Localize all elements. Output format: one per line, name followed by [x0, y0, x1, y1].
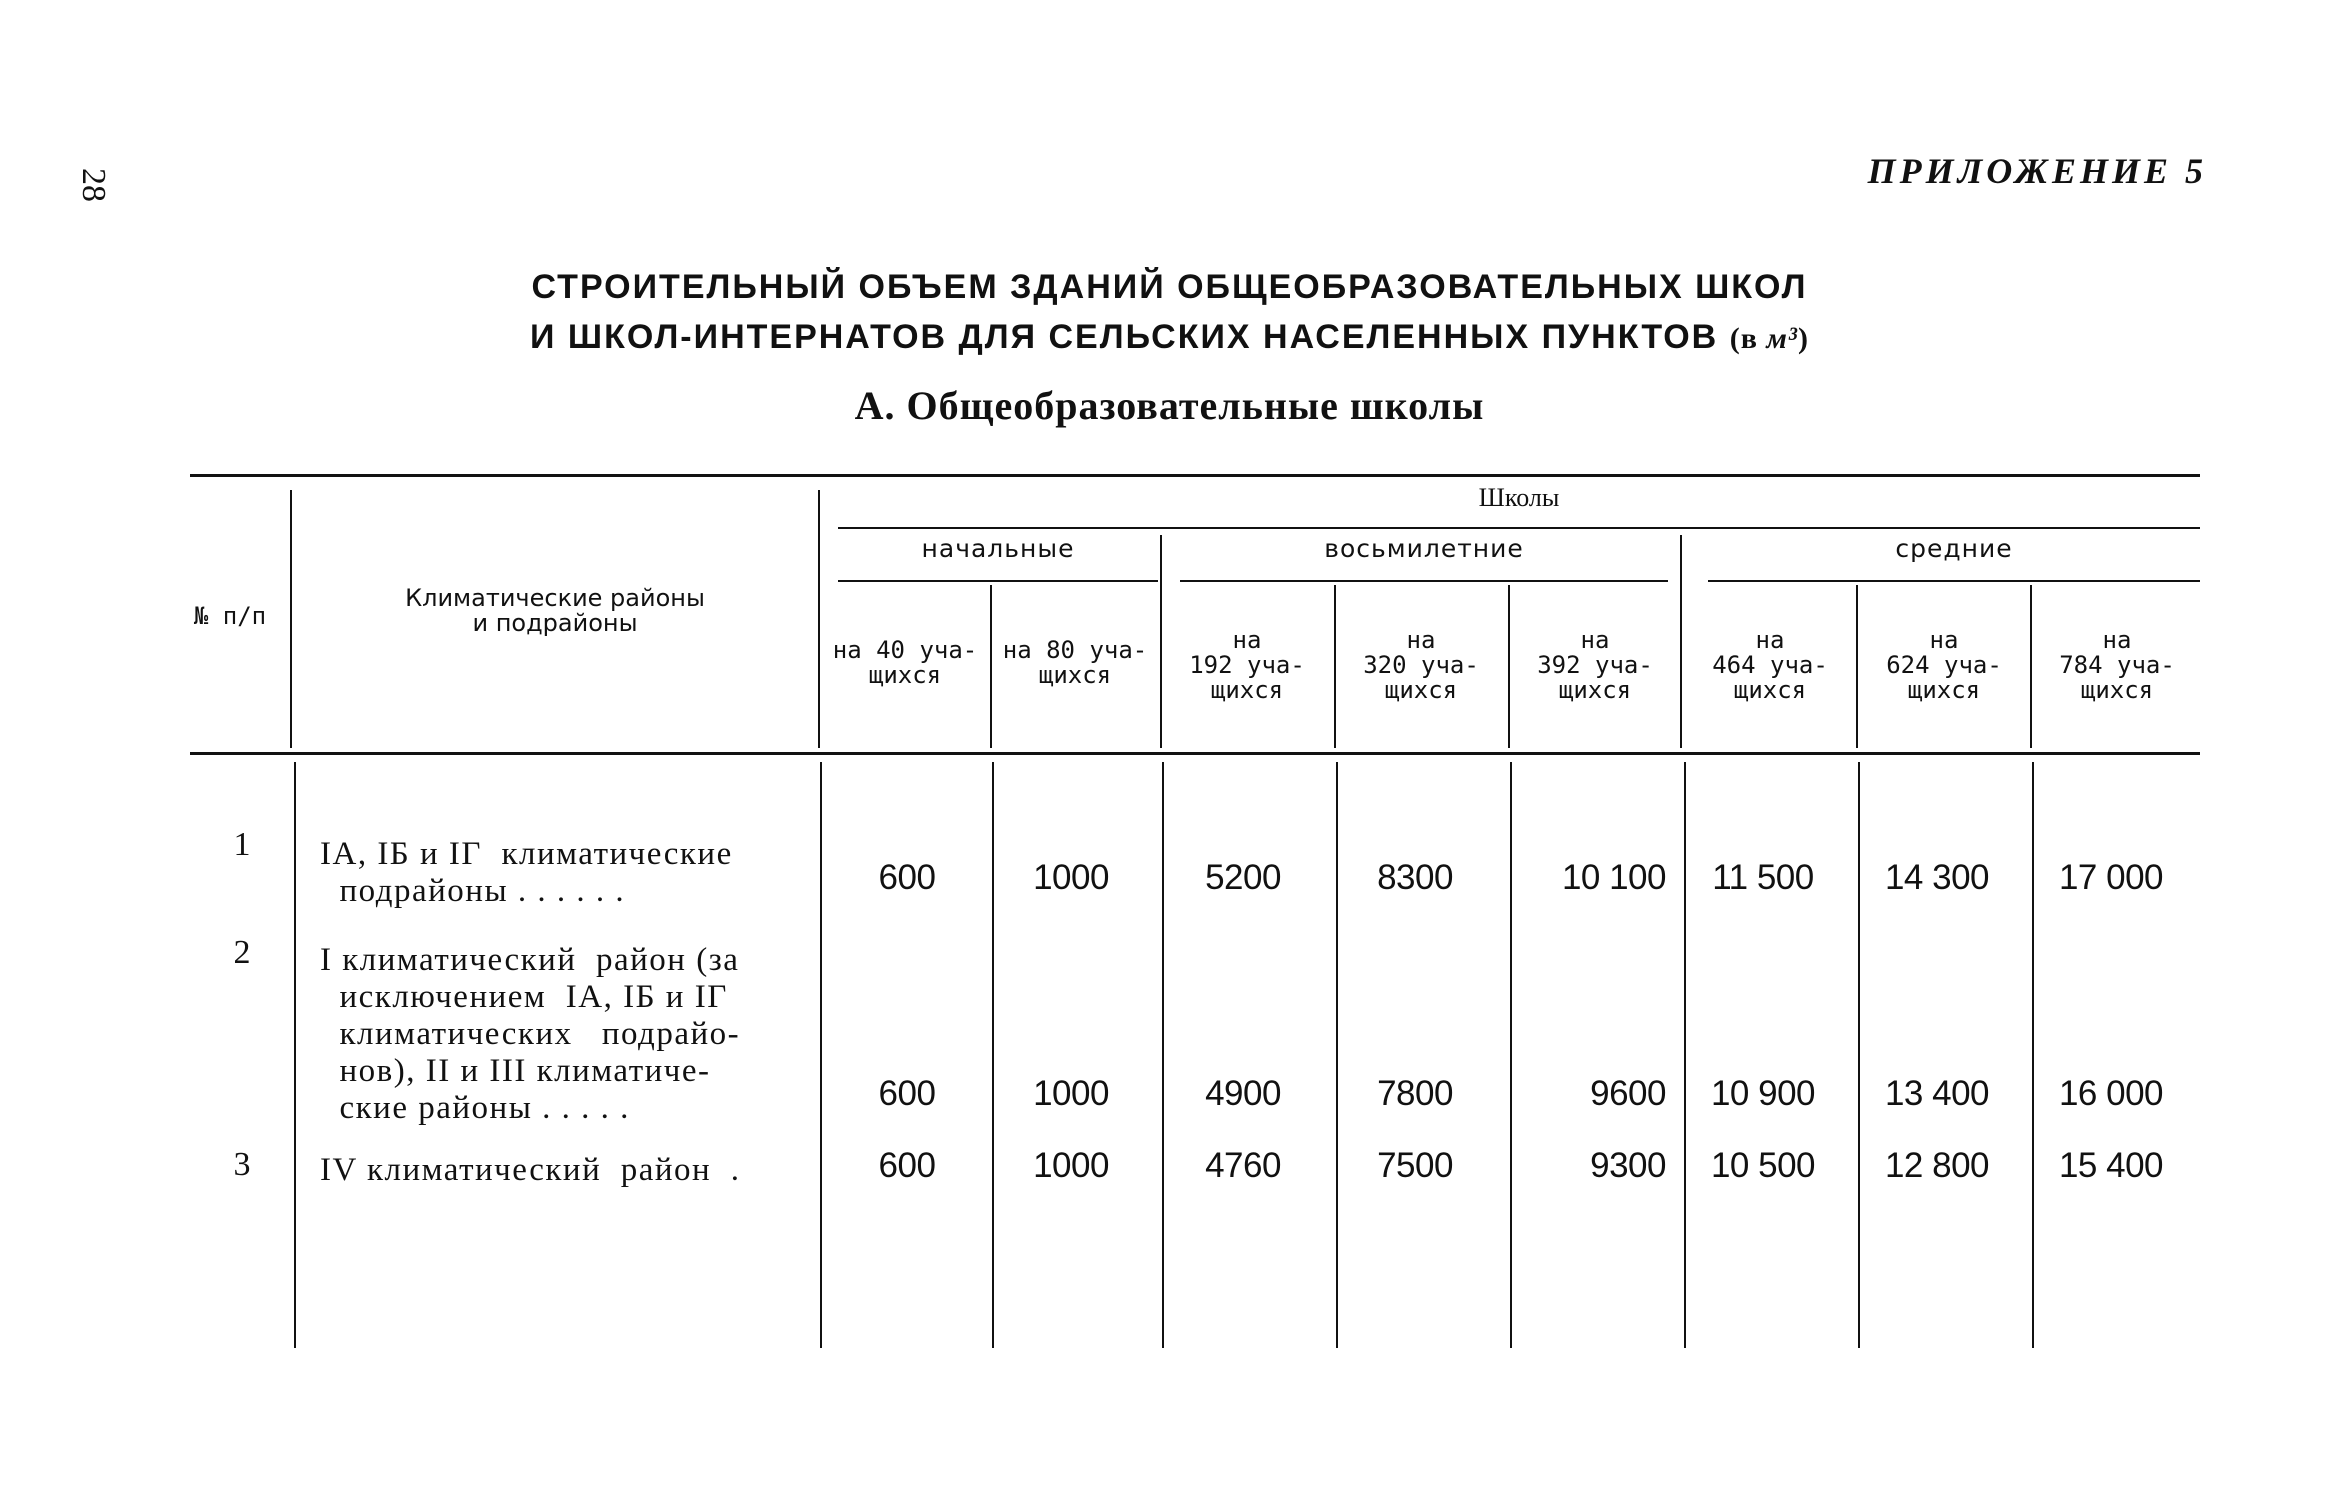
- cell-value: 7500: [1377, 1146, 1453, 1185]
- header-col-192-line-2: 192 уча-: [1189, 651, 1305, 680]
- title-unit-value: м³: [1766, 322, 1798, 355]
- col-divider-5-body: [1684, 762, 1686, 1348]
- cell-value: 16 000: [2058, 1074, 2164, 1113]
- row-number: 2: [233, 934, 251, 971]
- header-col-40-line-1: на 40 уча-: [832, 636, 978, 664]
- header-climatic-regions-line-2: и подрайоны: [472, 609, 638, 638]
- title-line-2-text: И ШКОЛ-ИНТЕРНАТОВ ДЛЯ СЕЛЬСКИХ НАСЕЛЕННЫХ ПУНКТОВ: [530, 318, 1719, 356]
- section-subtitle: А. Общеобразовательные школы: [854, 383, 1485, 428]
- cell-value: 10 900: [1710, 1074, 1816, 1113]
- eight-year-group-rule: [1180, 580, 1668, 582]
- row-label: [320, 942, 740, 1127]
- header-col-784: [2032, 628, 2202, 704]
- row-label-line: I климатический район (за: [320, 942, 740, 978]
- cell-value: 600: [878, 858, 936, 897]
- cell-value: 8300: [1377, 858, 1453, 897]
- document-title: [0, 262, 2339, 364]
- header-col-392-line-3: щихся: [1558, 676, 1632, 705]
- header-schools: Школы: [1478, 483, 1560, 512]
- header-col-320-line-2: 320 уча-: [1363, 651, 1479, 680]
- header-col-392-line-2: 392 уча-: [1537, 651, 1653, 680]
- row-label-line: ские районы . . . . .: [320, 1090, 630, 1126]
- header-col-192-line-3: щихся: [1210, 676, 1284, 705]
- header-col-464-line-1: на: [1755, 626, 1785, 654]
- cell-value: 600: [878, 1146, 936, 1185]
- cell-value: 7800: [1377, 1074, 1453, 1113]
- header-group-primary: начальные: [921, 534, 1075, 563]
- col-divider-num-body: [294, 762, 296, 1348]
- primary-group-rule: [838, 580, 1158, 582]
- header-climatic-regions-line-1: Климатические районы: [405, 584, 705, 612]
- header-col-80: [992, 638, 1158, 688]
- cell-value: 14 300: [1884, 858, 1990, 897]
- row-label: [320, 836, 733, 910]
- row-label-line: подрайоны . . . . . .: [320, 873, 626, 909]
- col-divider-num-head: [290, 490, 292, 748]
- cell-value: 4900: [1205, 1074, 1281, 1113]
- row-label-line: исключением IA, IБ и IГ: [320, 979, 728, 1015]
- cell-value: 9300: [1590, 1146, 1666, 1185]
- header-col-784-line-3: щихся: [2080, 676, 2154, 705]
- col-divider-3-body: [1336, 762, 1338, 1348]
- header-col-624: [1858, 628, 2030, 704]
- col-divider-1-body: [992, 762, 994, 1348]
- cell-value: 10 500: [1710, 1146, 1816, 1185]
- col-divider-6-body: [1858, 762, 1860, 1348]
- cell-value: 9600: [1590, 1074, 1666, 1113]
- header-col-40-line-2: щихся: [868, 661, 942, 690]
- title-unit: [1730, 322, 1809, 355]
- secondary-group-rule: [1708, 580, 2200, 582]
- col-divider-2-body: [1162, 762, 1164, 1348]
- header-col-392: [1510, 628, 1680, 704]
- cell-value: 1000: [1033, 1074, 1109, 1113]
- header-row-number: № п/п: [193, 602, 267, 630]
- cell-value: 1000: [1033, 858, 1109, 897]
- col-divider-5-head: [1680, 535, 1682, 748]
- header-col-624-line-1: на: [1929, 626, 1959, 654]
- header-group-eight-year: восьмилетние: [1324, 534, 1524, 563]
- header-col-80-line-1: на 80 уча-: [1002, 636, 1148, 664]
- header-col-80-line-2: щихся: [1038, 661, 1112, 690]
- header-col-784-line-2: 784 уча-: [2059, 651, 2175, 680]
- header-col-320-line-3: щихся: [1384, 676, 1458, 705]
- title-unit-prefix: (в: [1729, 322, 1767, 355]
- title-line-2: [0, 312, 2339, 364]
- cell-value: 12 800: [1884, 1146, 1990, 1185]
- header-col-192: [1162, 628, 1332, 704]
- cell-value: 17 000: [2058, 858, 2164, 897]
- row-label-line: IV климатический район .: [320, 1152, 741, 1188]
- appendix-label: ПРИЛОЖЕНИЕ 5: [1867, 151, 2207, 191]
- header-col-624-line-2: 624 уча-: [1886, 651, 2002, 680]
- cell-value: 13 400: [1884, 1074, 1990, 1113]
- row-label: [320, 1152, 740, 1189]
- header-col-320-line-1: на: [1406, 626, 1436, 654]
- schools-group-rule: [838, 527, 2200, 529]
- row-label-line: климатических подрайо-: [320, 1016, 741, 1052]
- col-divider-4-body: [1510, 762, 1512, 1348]
- col-divider-7-body: [2032, 762, 2034, 1348]
- title-line-1: СТРОИТЕЛЬНЫЙ ОБЪЕМ ЗДАНИЙ ОБЩЕОБРАЗОВАТЕЛЬНЫХ ШКОЛ: [531, 268, 1808, 306]
- header-col-464: [1684, 628, 1856, 704]
- header-col-784-line-1: на: [2102, 626, 2132, 654]
- col-divider-region-head: [818, 490, 820, 748]
- row-label-line: нов), II и III климатиче-: [320, 1053, 711, 1089]
- header-bottom-rule: [190, 752, 2200, 755]
- cell-value: 5200: [1205, 858, 1281, 897]
- header-col-320: [1336, 628, 1506, 704]
- header-col-192-line-1: на: [1232, 626, 1262, 654]
- cell-value: 4760: [1205, 1146, 1281, 1185]
- header-col-624-line-3: щихся: [1907, 676, 1981, 705]
- title-unit-suffix: ): [1797, 322, 1809, 355]
- cell-value: 15 400: [2058, 1146, 2164, 1185]
- row-label-line: IA, IБ и IГ климатические: [320, 836, 733, 872]
- header-col-40: [822, 638, 988, 688]
- table-top-rule: [190, 474, 2200, 477]
- row-number: 1: [233, 826, 251, 863]
- cell-value: 600: [878, 1074, 936, 1113]
- header-climatic-regions: [300, 586, 810, 636]
- header-group-secondary: средние: [1895, 534, 2013, 563]
- cell-value: 1000: [1033, 1146, 1109, 1185]
- col-divider-region-body: [820, 762, 822, 1348]
- row-number: 3: [233, 1146, 251, 1183]
- cell-value: 11 500: [1712, 858, 1814, 897]
- cell-value: 10 100: [1561, 858, 1666, 897]
- header-col-392-line-1: на: [1580, 626, 1610, 654]
- page-number: 28: [75, 168, 112, 202]
- header-col-464-line-2: 464 уча-: [1712, 651, 1828, 680]
- header-col-464-line-3: щихся: [1733, 676, 1807, 705]
